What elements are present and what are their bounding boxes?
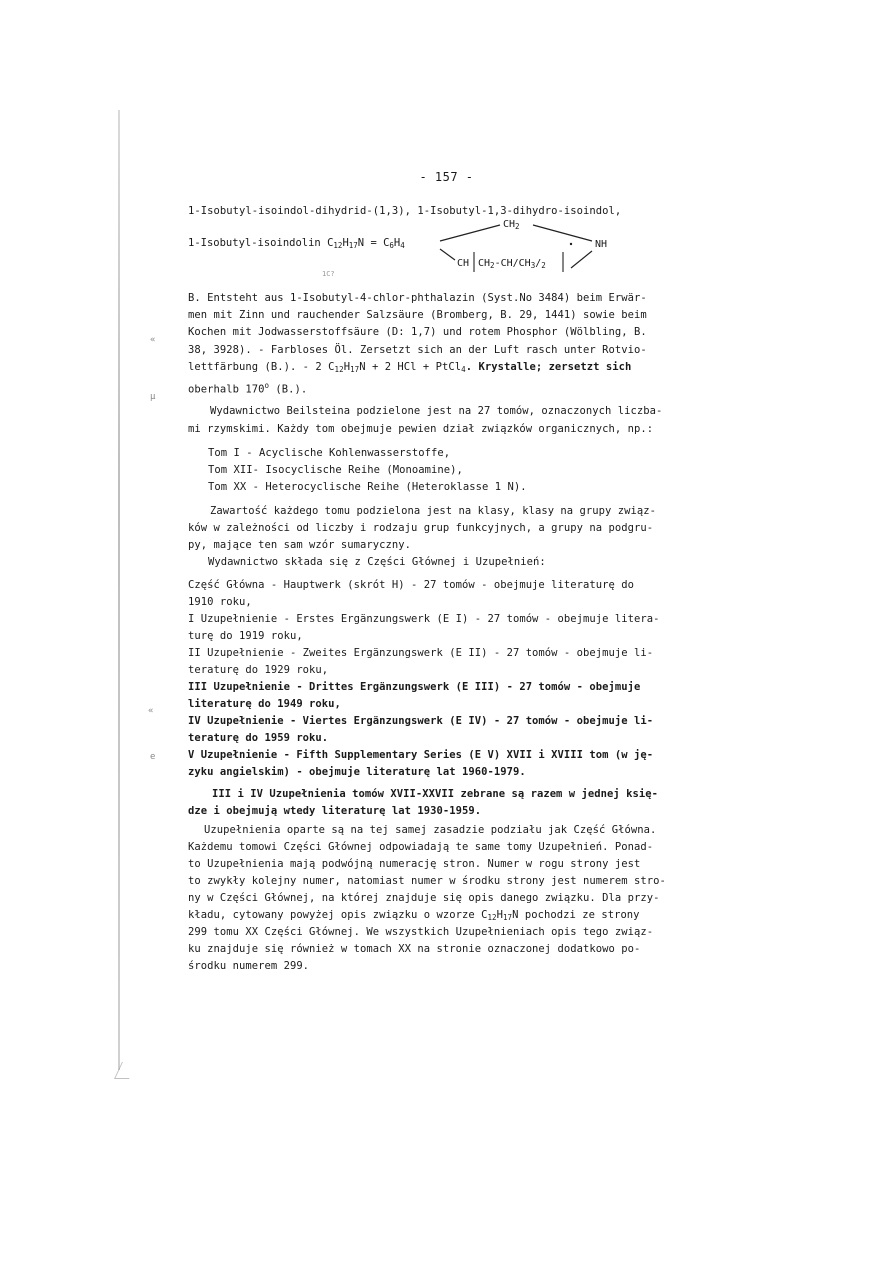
margin-mark: µ (150, 392, 156, 402)
example-line: Tom I - Acyclische Kohlenwasserstoffe, (208, 447, 451, 459)
part-line: teraturę do 1929 roku, (188, 664, 329, 676)
ch2-group: $CH_2$ (503, 219, 520, 231)
final-line: środku numerem 299. (188, 960, 310, 972)
stray-mark: 1C? (322, 270, 335, 278)
entry-line: oberhalb 170$^o$ (B.). (188, 381, 308, 396)
part-line: II Uzupełnienie - Zweites Ergänzungswerk (E II) - 27 tomów - obejmuje li- (188, 647, 654, 659)
entry-line: men mit Zinn und rauchender Salzsäure (Bromberg, B. 29, 1441) sowie beim (188, 309, 647, 321)
body-line: mi rzymskimi. Każdy tom obejmuje pewien dział związków organicznych, np.: (188, 423, 654, 435)
final-line: ku znajduje się również w tomach XX na stronie oznaczonej dodatkowo po- (188, 943, 641, 955)
entry-line: lettfärbung (B.). - 2 $C_{12}H_{17}N + 2$ HCl + PtCl$_4$. Krystalle; zersetzt sich (188, 361, 632, 374)
example-line: Tom XII- Isocyclische Reihe (Monoamine), (208, 464, 463, 476)
part-line: turę do 1919 roku, (188, 630, 303, 642)
part-line: V Uzupełnienie - Fifth Supplementary Series (E V) XVII i XVIII tom (w ję- (188, 749, 654, 761)
body-line: py, mające ten sam wzór sumaryczny. (188, 539, 412, 551)
margin-mark: e (150, 752, 156, 762)
margin-mark: « (148, 706, 154, 716)
part-line: zyku angielskim) - obejmuje literaturę lat 1960-1979. (188, 766, 526, 778)
isobutyl-side-chain: $CH_2-CH/CH_3/_2$ (478, 258, 546, 270)
part-line: IV Uzupełnienie - Viertes Ergänzungswerk (E IV) - 27 tomów - obejmuje li- (188, 715, 654, 727)
combined-line: III i IV Uzupełnienia tomów XVII-XXVII zebrane są razem w jednej księ- (212, 788, 659, 800)
final-line: Każdemu tomowi Części Głównej odpowiadają te same tomy Uzupełnień. Ponad- (188, 841, 654, 853)
body-line: Wydawnictwo składa się z Części Głównej i Uzupełnień: (208, 556, 546, 568)
combined-line: dze i obejmują wtedy literaturę lat 1930-1959. (188, 805, 482, 817)
final-line: ny w Części Głównej, na której znajduje się opis danego związku. Dla przy- (188, 892, 660, 904)
example-line: Tom XX - Heterocyclische Reihe (Heteroklasse 1 N). (208, 481, 527, 493)
structure-lines (0, 0, 893, 300)
entry-line: Kochen mit Jodwasserstoffsäure (D: 1,7) und rotem Phosphor (Wölbling, B. (188, 326, 647, 338)
final-line: to Uzupełnienia mają podwójną numerację stron. Numer w rogu strony jest (188, 858, 641, 870)
part-line: III Uzupełnienie - Drittes Ergänzungswerk (E III) - 27 tomów - obejmuje (188, 681, 641, 693)
synonyms-line: 1-Isobutyl-isoindol-dihydrid-(1,3), 1-Isobutyl-1,3-dihydro-isoindol, (188, 205, 622, 217)
margin-mark: « (150, 335, 156, 345)
body-line: ków w zależności od liczby i rodzaju grup funkcyjnych, a grupy na podgru- (188, 522, 654, 534)
final-line: 299 tomu XX Części Głównej. We wszystkich Uzupełnieniach opis tego związ- (188, 926, 654, 938)
nh-group: NH (595, 239, 608, 250)
part-line: literaturę do 1949 roku, (188, 698, 341, 710)
final-line: kładu, cytowany powyżej opis związku o wzorze $C_{12}H_{17}N$ pochodzi ze strony (188, 909, 640, 922)
body-line: Zawartość każdego tomu podzielona jest na klasy, klasy na grupy związ- (210, 505, 657, 517)
entry-line: B. Entsteht aus 1-Isobutyl-4-chlor-phthalazin (Syst.No 3484) beim Erwär- (188, 292, 647, 304)
part-line: teraturę do 1959 roku. (188, 732, 329, 744)
compound-formula: 1-Isobutyl-isoindolin $C_{12}H_{17}N = C_6H_4$ (188, 237, 405, 250)
part-line: 1910 roku, (188, 596, 252, 608)
ch-group: CH (457, 258, 470, 269)
part-line: Część Główna - Hauptwerk (skrót H) - 27 tomów - obejmuje literaturę do (188, 579, 635, 591)
final-line: Uzupełnienia oparte są na tej samej zasadzie podziału jak Część Główna. (204, 824, 657, 836)
entry-line: 38, 3928). - Farbloses Öl. Zersetzt sich an der Luft rasch unter Rotvio- (188, 344, 647, 356)
body-line: Wydawnictwo Beilsteina podzielone jest na 27 tomów, oznaczonych liczba- (210, 405, 663, 417)
page-number: - 157 - (419, 170, 474, 184)
final-line: to zwykły kolejny numer, natomiast numer w środku strony jest numerem stro- (188, 875, 666, 887)
part-line: I Uzupełnienie - Erstes Ergänzungswerk (E I) - 27 tomów - obejmuje litera- (188, 613, 660, 625)
